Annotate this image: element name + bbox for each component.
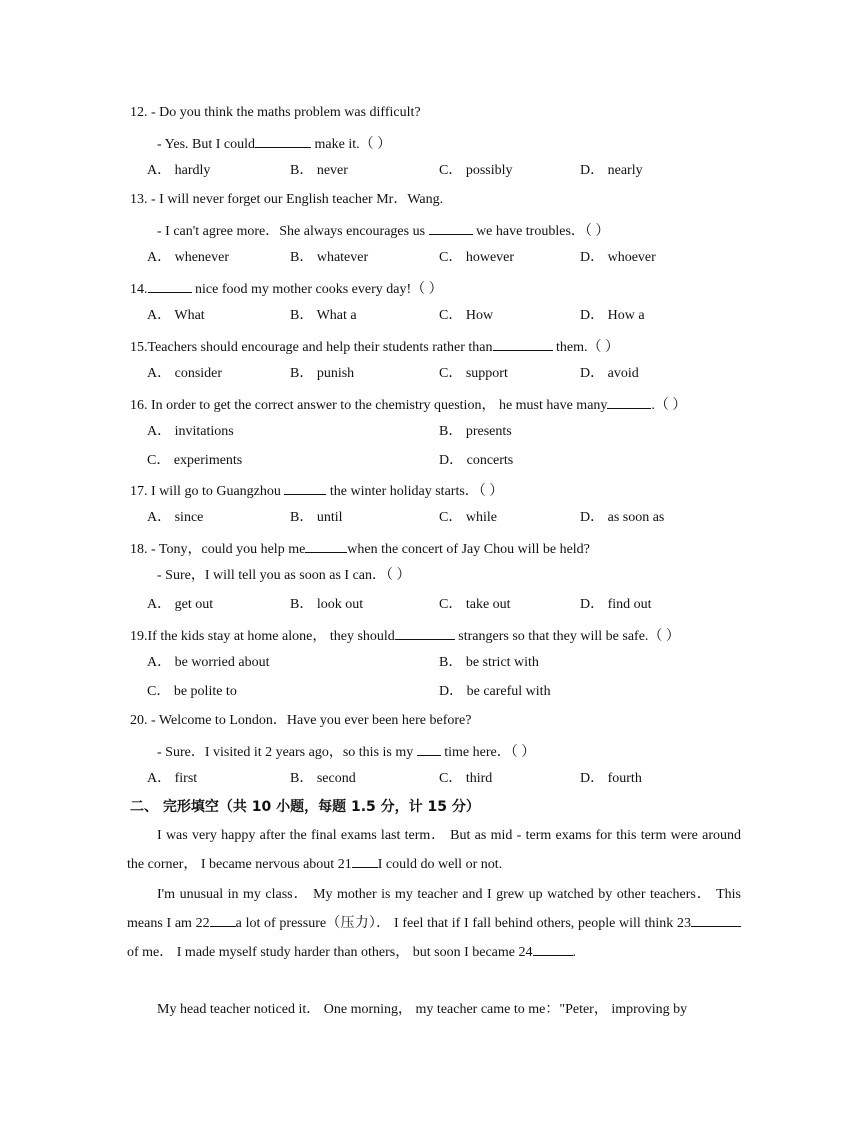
q19-blank[interactable] [395,625,455,640]
q14-option-d[interactable]: D． How a [580,308,645,323]
q20-stem: 20. - Welcome to London．Have you ever been here before? [130,713,472,728]
q13-option-c[interactable]: C． however [439,250,515,265]
q16-option-a[interactable]: A． invitations [147,424,234,439]
q19-option-a[interactable]: A． be worried about [147,655,270,670]
q19-text-b: strangers so that they will be safe.（ ） [454,629,680,644]
q17-blank[interactable] [284,480,326,495]
q17-stem [130,480,503,501]
q20-blank[interactable] [417,741,441,756]
blank-23[interactable] [691,912,741,927]
q17-option-a[interactable]: A． since [147,510,204,525]
q13-answer-line [157,220,609,241]
q19-option-c[interactable]: C． be polite to [147,684,237,699]
q19-text-a: 19.If the kids stay at home alone， they should [130,629,395,644]
q14-blank[interactable] [148,278,192,293]
q16-option-b[interactable]: B． presents [439,424,512,439]
q18-option-b[interactable]: B． look out [290,597,364,612]
q19-stem [130,625,680,646]
passage-paragraph-2 [127,880,741,967]
q14-option-b[interactable]: B． What a [290,308,357,323]
q14-option-c[interactable]: C． How [439,308,494,323]
q13-text-b: we have troubles．（ ） [472,224,610,239]
q15-option-b[interactable]: B． punish [290,366,355,381]
q20-option-c[interactable]: C． third [439,771,493,786]
q16-option-d[interactable]: D． concerts [439,453,514,468]
q13-blank[interactable] [429,220,473,235]
q12-text-a: - Yes. But I could [157,137,256,152]
p2-text-d: . [572,945,577,960]
q18-option-d[interactable]: D． find out [580,597,652,612]
blank-24[interactable] [533,941,573,956]
p2-text-a: I'm unusual in my class． My mother is my teacher and I grew up watched by other teachers． This means I am 22 [127,887,741,931]
q13-option-b[interactable]: B． whatever [290,250,369,265]
q19-option-b[interactable]: B． be strict with [439,655,539,670]
q20-option-d[interactable]: D． fourth [580,771,642,786]
q14-text-a: 14. [130,282,148,297]
q12-text-b: make it.（ ） [311,137,392,152]
q18-blank[interactable] [305,538,347,553]
q17-text-a: 17. I will go to Guangzhou [130,484,285,499]
q17-option-c[interactable]: C． while [439,510,497,525]
q12-option-a[interactable]: A． hardly [147,163,211,178]
q12-answer-line [157,133,391,154]
q16-text-a: 16. In order to get the correct answer to the chemistry question， he must have many [130,398,608,413]
q17-option-b[interactable]: B． until [290,510,343,525]
q15-option-c[interactable]: C． support [439,366,508,381]
q20-text-a: - Sure．I visited it 2 years ago，so this is my [157,745,417,760]
q17-option-d[interactable]: D． as soon as [580,510,665,525]
q12-blank[interactable] [255,133,311,148]
blank-21[interactable] [352,853,378,868]
q16-option-c[interactable]: C． experiments [147,453,243,468]
p1-text-b: I could do well or not. [377,857,503,872]
q20-answer-line [157,741,535,762]
p2-text-c: of me． I made myself study harder than others， but soon I became 24 [127,945,533,960]
q16-blank[interactable] [607,394,651,409]
q18-option-a[interactable]: A． get out [147,597,214,612]
q13-stem: 13. - I will never forget our English teacher Mr．Wang. [130,192,444,207]
q20-option-b[interactable]: B． second [290,771,356,786]
q14-text-b: nice food my mother cooks every day!（ ） [191,282,443,297]
q15-text-b: them.（ ） [552,340,620,355]
q14-stem [130,278,443,299]
q15-blank[interactable] [493,336,553,351]
q13-option-d[interactable]: D． whoever [580,250,656,265]
q13-text-a: - I can't agree more．She always encourages us [157,224,429,239]
q19-option-d[interactable]: D． be careful with [439,684,551,699]
q16-stem [130,394,686,415]
q12-option-b[interactable]: B． never [290,163,348,178]
q15-stem [130,336,619,357]
passage-paragraph-3: My head teacher noticed it． One morning， my teacher came to me："Peter， improving by [157,1002,688,1017]
q20-text-b: time here．（ ） [440,745,536,760]
q12-option-c[interactable]: C． possibly [439,163,513,178]
p2-text-b: a lot of pressure（压力）． I feel that if I fall behind others, people will think 23 [235,916,691,931]
q18-text-a: 18. - Tony，could you help me [130,542,306,557]
q12-stem: 12. - Do you think the maths problem was difficult? [130,105,421,120]
q16-text-b: .（ ） [651,398,687,413]
q15-text-a: 15.Teachers should encourage and help their students rather than [130,340,493,355]
q14-option-a[interactable]: A． What [147,308,205,323]
q15-option-a[interactable]: A． consider [147,366,223,381]
q15-option-d[interactable]: D． avoid [580,366,639,381]
p1-text-a: I was very happy after the final exams last term． But as mid - term exams for this term were around the corner， I became nervous about 21 [127,828,741,872]
q18-answer-line: - Sure，I will tell you as soon as I can．（ ） [157,568,411,583]
q18-stem [130,538,590,559]
blank-22[interactable] [210,912,236,927]
q13-option-a[interactable]: A． whenever [147,250,230,265]
passage-paragraph-1 [127,821,741,879]
q18-text-b: when the concert of Jay Chou will be held? [347,542,590,557]
section-heading: 二、 完形填空（共 10 小题，每题 1.5 分，计 15 分） [130,799,480,815]
q17-text-b: the winter holiday starts．（ ） [326,484,504,499]
q18-option-c[interactable]: C． take out [439,597,511,612]
q20-option-a[interactable]: A． first [147,771,198,786]
q12-option-d[interactable]: D． nearly [580,163,643,178]
